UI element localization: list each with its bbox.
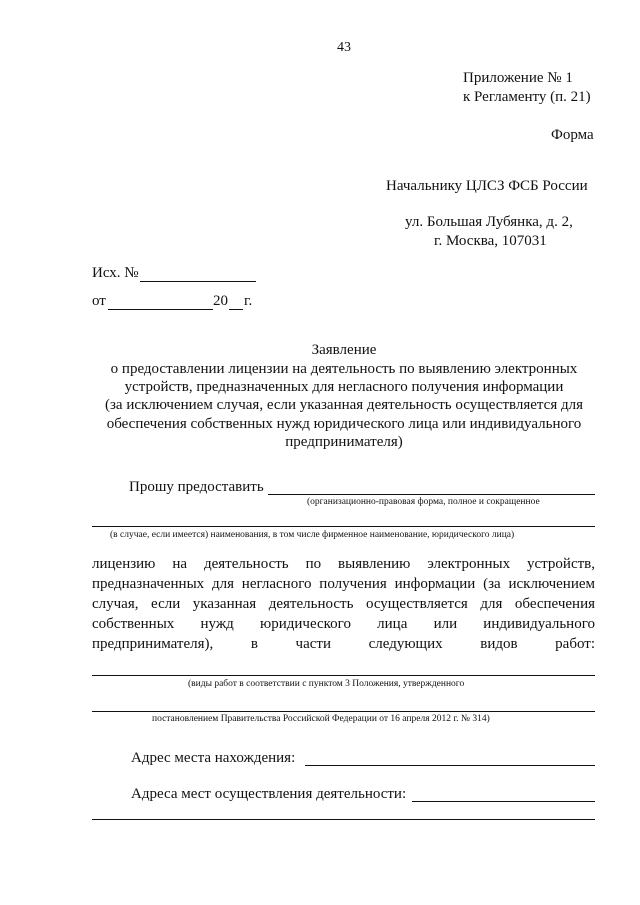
document-title-line: о предоставлении лицензии на деятельность по выявлению электронных <box>110 361 578 377</box>
activity-addresses-line-2[interactable] <box>92 819 595 820</box>
body-text-line: случая, если указанная деятельность осуществляется для обеспечения <box>92 596 595 612</box>
request-hint: (в случае, если имеется) наименования, в том числе фирменное наименование, юридического лица) <box>110 530 515 540</box>
outgoing-year-line[interactable] <box>229 309 243 310</box>
document-title-line: устройств, предназначенных для негласного получения информации <box>124 379 564 395</box>
outgoing-date-from: от <box>92 293 106 309</box>
location-label: Адрес места нахождения: <box>131 750 296 766</box>
body-text-line: предпринимателя), в части следующих видов работ: <box>92 636 595 652</box>
outgoing-date-line[interactable] <box>108 309 213 310</box>
works-hint: постановлением Правительства Российской Федерации от 16 апреля 2012 г. № 314) <box>152 714 490 724</box>
outgoing-number-label: Исх. № <box>92 265 139 281</box>
page-number: 43 <box>337 40 351 55</box>
addressee-street: ул. Большая Лубянка, д. 2, <box>405 214 573 230</box>
works-hint: (виды работ в соответствии с пунктом 3 Положения, утвержденного <box>188 679 465 689</box>
outgoing-date-year: 20 <box>213 293 228 309</box>
document-title-line: (за исключением случая, если указанная деятельность осуществляется для <box>105 397 583 413</box>
request-org-name-line[interactable] <box>268 494 595 495</box>
form-label: Форма <box>551 127 594 143</box>
body-text-line: предназначенных для негласного получения информации (за исключением <box>92 576 595 592</box>
location-input-line[interactable] <box>305 765 595 766</box>
document-heading: Заявление <box>311 342 377 358</box>
activity-addresses-input-line[interactable] <box>412 801 595 802</box>
outgoing-date-suffix: г. <box>244 293 253 309</box>
body-text-line: лицензию на деятельность по выявлению электронных устройств, <box>92 556 595 572</box>
activity-addresses-label: Адреса мест осуществления деятельности: <box>131 786 407 802</box>
appendix-number: Приложение № 1 <box>463 70 573 86</box>
body-text-line: собственных нужд юридического лица или индивидуального <box>92 616 595 632</box>
request-org-name-line-2[interactable] <box>92 526 595 527</box>
addressee-city: г. Москва, 107031 <box>434 233 547 249</box>
addressee-title: Начальнику ЦЛСЗ ФСБ России <box>386 178 588 194</box>
request-hint: (организационно-правовая форма, полное и сокращенное <box>307 497 540 507</box>
works-line[interactable] <box>92 675 595 676</box>
outgoing-number-line[interactable] <box>140 281 256 282</box>
works-line-2[interactable] <box>92 711 595 712</box>
request-label: Прошу предоставить <box>129 479 264 495</box>
appendix-reference: к Регламенту (п. 21) <box>463 89 591 105</box>
document-title-line: обеспечения собственных нужд юридического лица или индивидуального <box>106 416 582 432</box>
document-title-line: предпринимателя) <box>285 434 403 450</box>
